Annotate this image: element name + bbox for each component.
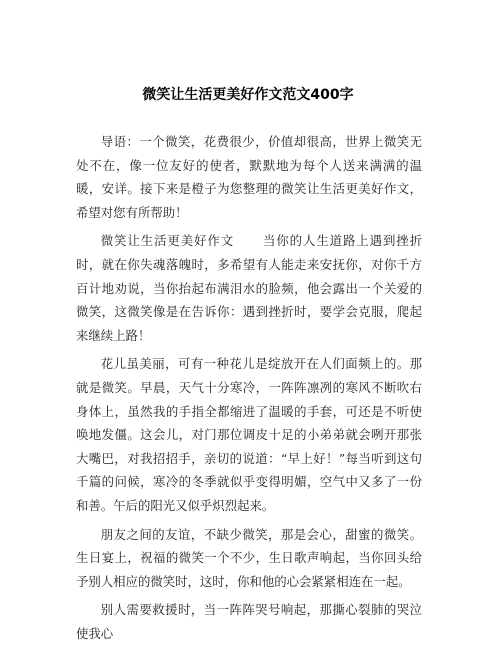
paragraph-text: 花儿虽美丽，可有一种花儿是绽放开在人们面频上的。那就是微笑。早晨，天气十分寒冷，一阵阵凛冽的寒风不断吹右身体上，虽然我的手指全都缩进了温暖的手套，可还是不听使唤地发僵。这会儿，对门那位调皮十足的小弟弟就会咧开那张大嘴巴，对我招招手，亲切的说道：“早上好！”每当听到这句千篇的问候，寒冷的冬季就似乎变得明媚，空气中又多了一份和善。午后的阳光又似乎炽烈起来。 [76,356,422,513]
paragraph-text: 当你的人生道路上遇到挫折时，就在你失魂落魄时，多希望有人能走来安抚你，对你千方百计地劝说，当你抬起布满泪水的脸频，他会露出一个关爱的微笑，这微笑像是在告诉你：遇到挫折时，要学会克服，爬起来继续上路！ [76,233,423,343]
essay-paragraph [76,352,422,517]
document-body [76,130,422,650]
document-title: 微笑让生活更美好作文范文400字 [142,87,354,103]
intro-paragraph [76,130,422,224]
essay-paragraph [76,598,422,645]
paragraph-text: 导语：一个微笑，花费很少，价值却很高，世界上微笑无处不在，像一位友好的使者，默默地为每个人送来满满的温暖，安详。接下来是橙子为您整理的微笑让生活更美好作文，希望对您有所帮助！ [76,134,422,220]
essay-paragraph [76,523,422,594]
essay-paragraph [76,229,422,347]
paragraph-text: 别人需要救援时，当一阵阵哭号响起，那撕心裂肺的哭泣使我心 [76,602,422,641]
paragraph-text: 朋友之间的友谊，不缺少微笑，那是会心，甜蜜的微笑。生日宴上，祝福的微笑一个不少，生日歌声响起，当你回头给予别人相应的微笑时，这时，你和他的心会紧紧相连在一起。 [76,526,422,589]
essay-heading: 微笑让生活更美好作文 [100,233,235,249]
